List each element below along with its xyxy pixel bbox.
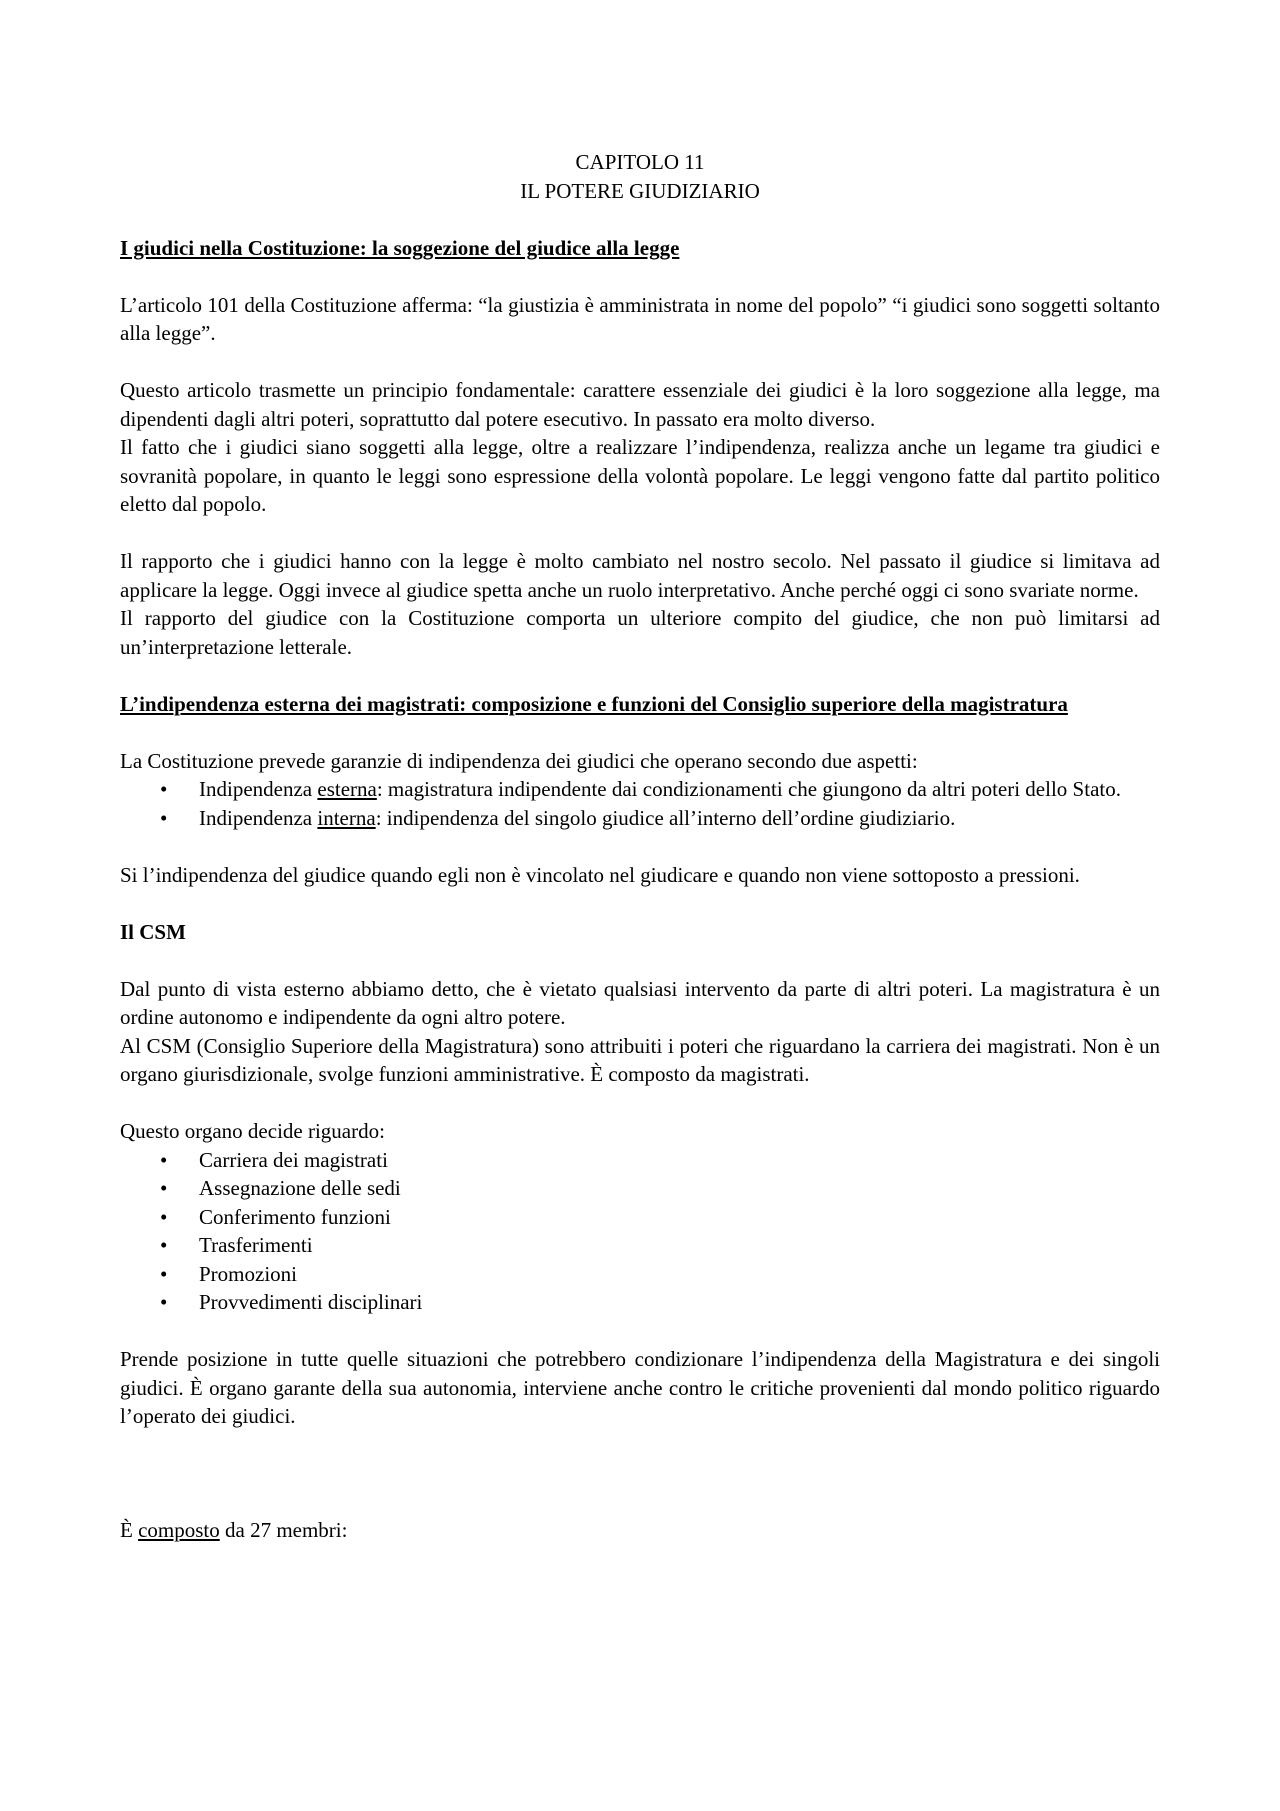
- bullet-icon: •: [160, 1204, 168, 1229]
- paragraph: Il fatto che i giudici siano soggetti alla legge, oltre a realizzare l’indipendenza, realizza anche un legame tra giudici e sovranità popolare, in quanto le leggi sono espressione della volontà popolare. Le leggi vengono fatte dal partito politico eletto dal popolo.: [120, 435, 1160, 516]
- bullet-icon: •: [160, 1290, 168, 1314]
- underlined-term: esterna: [317, 777, 377, 801]
- paragraph: La Costituzione prevede garanzie di indipendenza dei giudici che operano secondo due aspetti:: [120, 748, 918, 773]
- list-item: • Provvedimenti disciplinari: [120, 1288, 1160, 1317]
- paragraph: L’articolo 101 della Costituzione afferma: “la giustizia è amministrata in nome del popolo” “i giudici sono soggetti soltanto alla legge”.: [120, 292, 1160, 345]
- paragraph: Si l’indipendenza del giudice quando egli non è vincolato nel giudicare e quando non viene sottoposto a pressioni.: [120, 862, 1080, 887]
- list-item: • Assegnazione delle sedi: [120, 1174, 1160, 1203]
- paragraph: Questo organo decide riguardo:: [120, 1119, 385, 1143]
- list-item: • Promozioni: [120, 1260, 1160, 1289]
- section-heading-giudici: I giudici nella Costituzione: la soggezione del giudice alla legge: [120, 235, 680, 260]
- paragraph: Al CSM (Consiglio Superiore della Magistratura) sono attribuiti i poteri che riguardano la carriera dei magistrati. Non è un organo giurisdizionale, svolge funzioni amministrative. È composto da magistrati.: [120, 1033, 1160, 1086]
- bullet-icon: •: [160, 777, 168, 801]
- bullet-icon: •: [160, 1147, 168, 1172]
- underlined-term: composto: [138, 1518, 220, 1542]
- list-item: • Trasferimenti: [120, 1231, 1160, 1260]
- list-item: • Indipendenza esterna: magistratura indipendente dai condizionamenti che giungono da altri poteri dello Stato.: [120, 775, 1160, 804]
- section-heading-indipendenza: L’indipendenza esterna dei magistrati: composizione e funzioni del Consiglio superiore della magistratura: [120, 691, 1068, 716]
- bullet-icon: •: [160, 805, 168, 830]
- csm-duties-list: [120, 1146, 1160, 1317]
- list-item: • Indipendenza interna: indipendenza del singolo giudice all’interno dell’ordine giudiziario.: [120, 804, 1160, 833]
- section-heading-csm: Il CSM: [120, 919, 186, 944]
- document-page: [120, 148, 1160, 1545]
- paragraph: Questo articolo trasmette un principio fondamentale: carattere essenziale dei giudici è la loro soggezione alla legge, ma dipendenti dagli altri poteri, soprattutto dal potere esecutivo. In passato era molto diverso.: [120, 378, 1160, 431]
- independence-list: [120, 775, 1160, 832]
- underlined-term: interna: [317, 805, 376, 830]
- composition-line: È composto da 27 membri:: [120, 1518, 348, 1542]
- bullet-icon: •: [160, 1176, 168, 1200]
- list-item: • Carriera dei magistrati: [120, 1146, 1160, 1175]
- paragraph: Il rapporto che i giudici hanno con la legge è molto cambiato nel nostro secolo. Nel passato il giudice si limitava ad applicare la legge. Oggi invece al giudice spetta anche un ruolo interpretativo. Anche perché oggi ci sono svariate norme.: [120, 549, 1160, 602]
- bullet-icon: •: [160, 1233, 168, 1257]
- paragraph: Il rapporto del giudice con la Costituzione comporta un ulteriore compito del giudice, che non può limitarsi ad un’interpretazione letterale.: [120, 606, 1160, 659]
- bullet-icon: •: [160, 1261, 168, 1286]
- paragraph: Prende posizione in tutte quelle situazioni che potrebbero condizionare l’indipendenza della Magistratura e dei singoli giudici. È organo garante della sua autonomia, interviene anche contro le critiche provenienti dal mondo politico riguardo l’operato dei giudici.: [120, 1347, 1160, 1428]
- chapter-title: IL POTERE GIUDIZIARIO: [520, 178, 760, 203]
- chapter-number: CAPITOLO 11: [575, 150, 705, 174]
- paragraph: Dal punto di vista esterno abbiamo detto, che è vietato qualsiasi intervento da parte di altri poteri. La magistratura è un ordine autonomo e indipendente da ogni altro potere.: [120, 976, 1160, 1029]
- list-item: • Conferimento funzioni: [120, 1203, 1160, 1232]
